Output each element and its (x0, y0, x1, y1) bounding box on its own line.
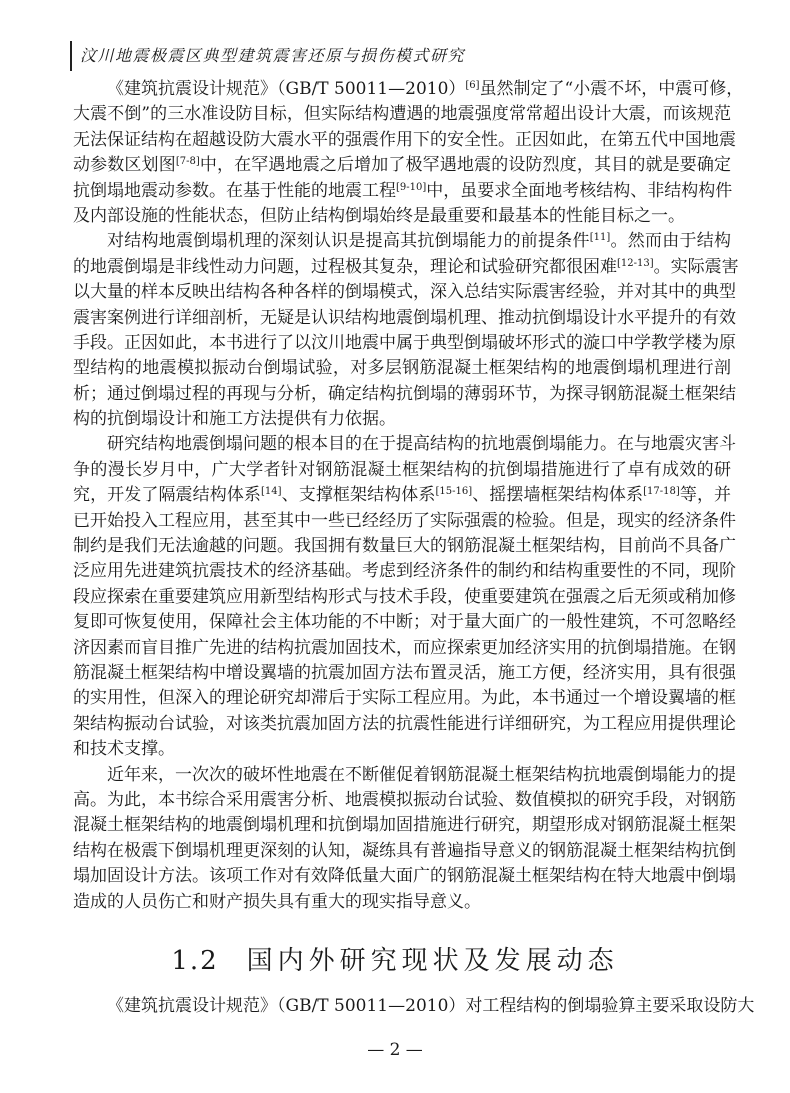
text-line (73, 204, 731, 229)
text-line (73, 610, 736, 635)
text-line (73, 534, 736, 559)
text-segment: 复即可恢复使用，保障社会主体功能的不中断；对于量大面广的一般性建筑，不可忽略经 (73, 612, 736, 633)
text-segment: 构的抗倒塌设计和施工方法提供有力依据。 (73, 409, 396, 430)
text-line (73, 559, 736, 584)
text-segment: 结构在极震下倒塌机理更深刻的认知，凝练具有普遍指导意义的钢筋混凝土框架结构抗倒 (73, 840, 736, 861)
text-segment: 架结构振动台试验，对该类抗震加固方法的抗震性能进行详细研究，为工程应用提供理论 (73, 713, 736, 734)
text-segment: 、支撑框架结构体系 (281, 485, 436, 506)
text-line (73, 356, 731, 381)
text-line (73, 153, 731, 178)
citation-ref: [11] (589, 232, 611, 244)
text-segment: 震害案例进行详细剖析，无疑是认识结构地震倒塌机理、推动抗倒塌设计水平提升的有效 (73, 307, 736, 328)
text-segment: 大震不倒”的三水准设防目标，但实际结构遭遇的地震强度常常超出设计大震，而该规范 (73, 104, 731, 125)
citation-ref: [15-16] (435, 486, 473, 498)
text-segment: 以大量的样本反映出结构各种各样的倒塌模式，深入总结实际震害经验，并对其中的典型 (73, 282, 736, 303)
text-line (73, 280, 736, 305)
text-line (73, 864, 736, 889)
text-segment: 和技术支撑。 (73, 739, 175, 760)
text-segment: 争的漫长岁月中，广大学者针对钢筋混凝土框架结构的抗倒塌措施进行了卓有成效的研 (73, 459, 731, 480)
citation-ref: [7-8] (175, 156, 200, 168)
text-segment: 造成的人员伤亡和财产损失具有重大的现实指导意义。 (73, 891, 481, 912)
text-segment: 段应探索在重要建筑应用新型结构形式与技术手段，使重要建筑在强震之后无须或稍加修 (73, 586, 736, 607)
text-line (73, 179, 731, 204)
text-line (73, 407, 731, 432)
text-segment: 虽然制定了“小震不坏，中震可修， (479, 79, 744, 99)
text-segment: 中，在罕遇地震之后增加了极罕遇地震的设防烈度，其目的就是要确定 (199, 155, 732, 176)
text-segment: 济因素而盲目推广先进的结构抗震加固技术，而应探索更加经济实用的抗倒塌措施。在钢 (73, 637, 736, 658)
text-segment: 无法保证结构在超越设防大震水平的强震作用下的安全性。正因如此，在第五代中国地震 (73, 129, 736, 150)
citation-ref: [12-13] (617, 257, 654, 269)
text-line (73, 737, 731, 762)
text-segment: 究，开发了隔震结构体系 (73, 485, 262, 506)
text-line (73, 686, 736, 711)
text-line (73, 585, 736, 610)
text-line (73, 128, 736, 153)
section-title: 国内外研究现状及发展动态 (246, 946, 619, 976)
citation-ref: [6] (465, 80, 480, 91)
text-segment: 析；通过倒塌过程的再现与分析，确定结构抗倒塌的薄弱环节，为探寻钢筋混凝土框架结 (73, 383, 736, 404)
paragraph (73, 229, 739, 432)
body-text (73, 77, 744, 915)
text-segment: 、摇摆墙框架结构体系 (472, 485, 644, 506)
text-segment: 中，虽要求全面地考核结构、非结构构件 (426, 180, 733, 201)
text-segment: 《建筑抗震设计规范》（GB/T 50011—2010） (107, 79, 466, 99)
section-number: 1.2 (171, 946, 219, 976)
text-segment: 动参数区划图 (73, 155, 176, 176)
text-line (73, 458, 731, 483)
text-segment: 高。为此，本书综合采用震害分析、地震模拟振动台试验、数值模拟的研究手段，对钢筋 (73, 789, 736, 810)
text-segment: 型结构的地震模拟振动台倒塌试验，对多层钢筋混凝土框架结构的地震倒塌机理进行剖 (73, 358, 731, 379)
text-line (73, 306, 736, 331)
text-line (73, 890, 731, 915)
page-number: — 2 — (367, 1040, 423, 1060)
text-line: 《建筑抗震设计规范》（GB/T 50011—2010）对工程结构的倒塌验算主要采取设防大 (107, 996, 755, 1016)
text-line (73, 661, 736, 686)
text-line (73, 839, 736, 864)
text-line (73, 382, 736, 407)
paragraph (73, 994, 755, 1019)
paragraph (73, 77, 744, 229)
text-segment: 的实用性，但深入的理论研究却滞后于实际工程应用。为此，本书通过一个增设翼墙的框 (73, 688, 736, 709)
text-line (73, 432, 736, 457)
section-heading (0, 940, 790, 977)
text-segment: 的地震倒塌是非线性动力问题，过程极其复杂，理论和试验研究都很困难 (73, 256, 617, 277)
text-line (73, 788, 736, 813)
running-head: 汶川地震极震区典型建筑震害还原与损伤模式研究 (70, 41, 465, 71)
text-segment: 混凝土框架结构的地震倒塌机理和抗倒塌加固措施进行研究，期望形成对钢筋混凝土框架 (73, 815, 736, 836)
text-line (73, 712, 736, 737)
text-segment: 制约是我们无法逾越的问题。我国拥有数量巨大的钢筋混凝土框架结构，目前尚不具备广 (73, 536, 736, 557)
text-line (73, 102, 731, 127)
text-line (73, 229, 731, 254)
text-line (73, 77, 744, 102)
paragraph (73, 432, 736, 762)
paragraph (73, 763, 736, 915)
text-line (73, 483, 731, 508)
text-line (73, 331, 736, 356)
text-line (73, 636, 736, 661)
text-segment: 对结构地震倒塌机理的深刻认识是提高其抗倒塌能力的前提条件 (107, 231, 590, 252)
citation-ref: [17-18] (643, 486, 680, 498)
text-segment: 泛应用先进建筑抗震技术的经济基础。考虑到经济条件的制约和结构重要性的不同，现阶 (73, 561, 736, 582)
text-segment: 抗倒塌地震动参数。在基于性能的地震工程 (73, 180, 396, 201)
text-segment: 研究结构地震倒塌问题的根本目的在于提高结构的抗地震倒塌能力。在与地震灾害斗 (107, 434, 736, 455)
text-segment: 等，并 (679, 485, 732, 506)
text-line (73, 509, 736, 534)
text-segment: 及内部设施的性能状态，但防止结构倒塌始终是最重要和最基本的性能目标之一。 (73, 205, 685, 226)
citation-ref: [9-10] (396, 181, 427, 193)
text-segment: 已开始投入工程应用，甚至其中一些已经经历了实际强震的检验。但是，现实的经济条件 (73, 510, 736, 531)
text-line (73, 763, 736, 788)
text-segment: 塌加固设计方法。该项工作对有效降低量大面广的钢筋混凝土框架结构在特大地震中倒塌 (73, 866, 736, 887)
text-segment: 筋混凝土框架结构中增设翼墙的抗震加固方法布置灵活，施工方便，经济实用，具有很强 (73, 662, 736, 683)
citation-ref: [14] (261, 486, 282, 498)
text-line (73, 813, 736, 838)
text-segment: 。然而由于结构 (610, 231, 732, 252)
text-segment: 手段。正因如此，本书进行了以汶川地震中属于典型倒塌破坏形式的漩口中学教学楼为原 (73, 332, 736, 353)
text-segment: 。实际震害 (653, 256, 739, 277)
text-line (73, 255, 739, 280)
text-segment: 近年来，一次次的破坏性地震在不断催促着钢筋混凝土框架结构抗地震倒塌能力的提 (107, 764, 736, 785)
